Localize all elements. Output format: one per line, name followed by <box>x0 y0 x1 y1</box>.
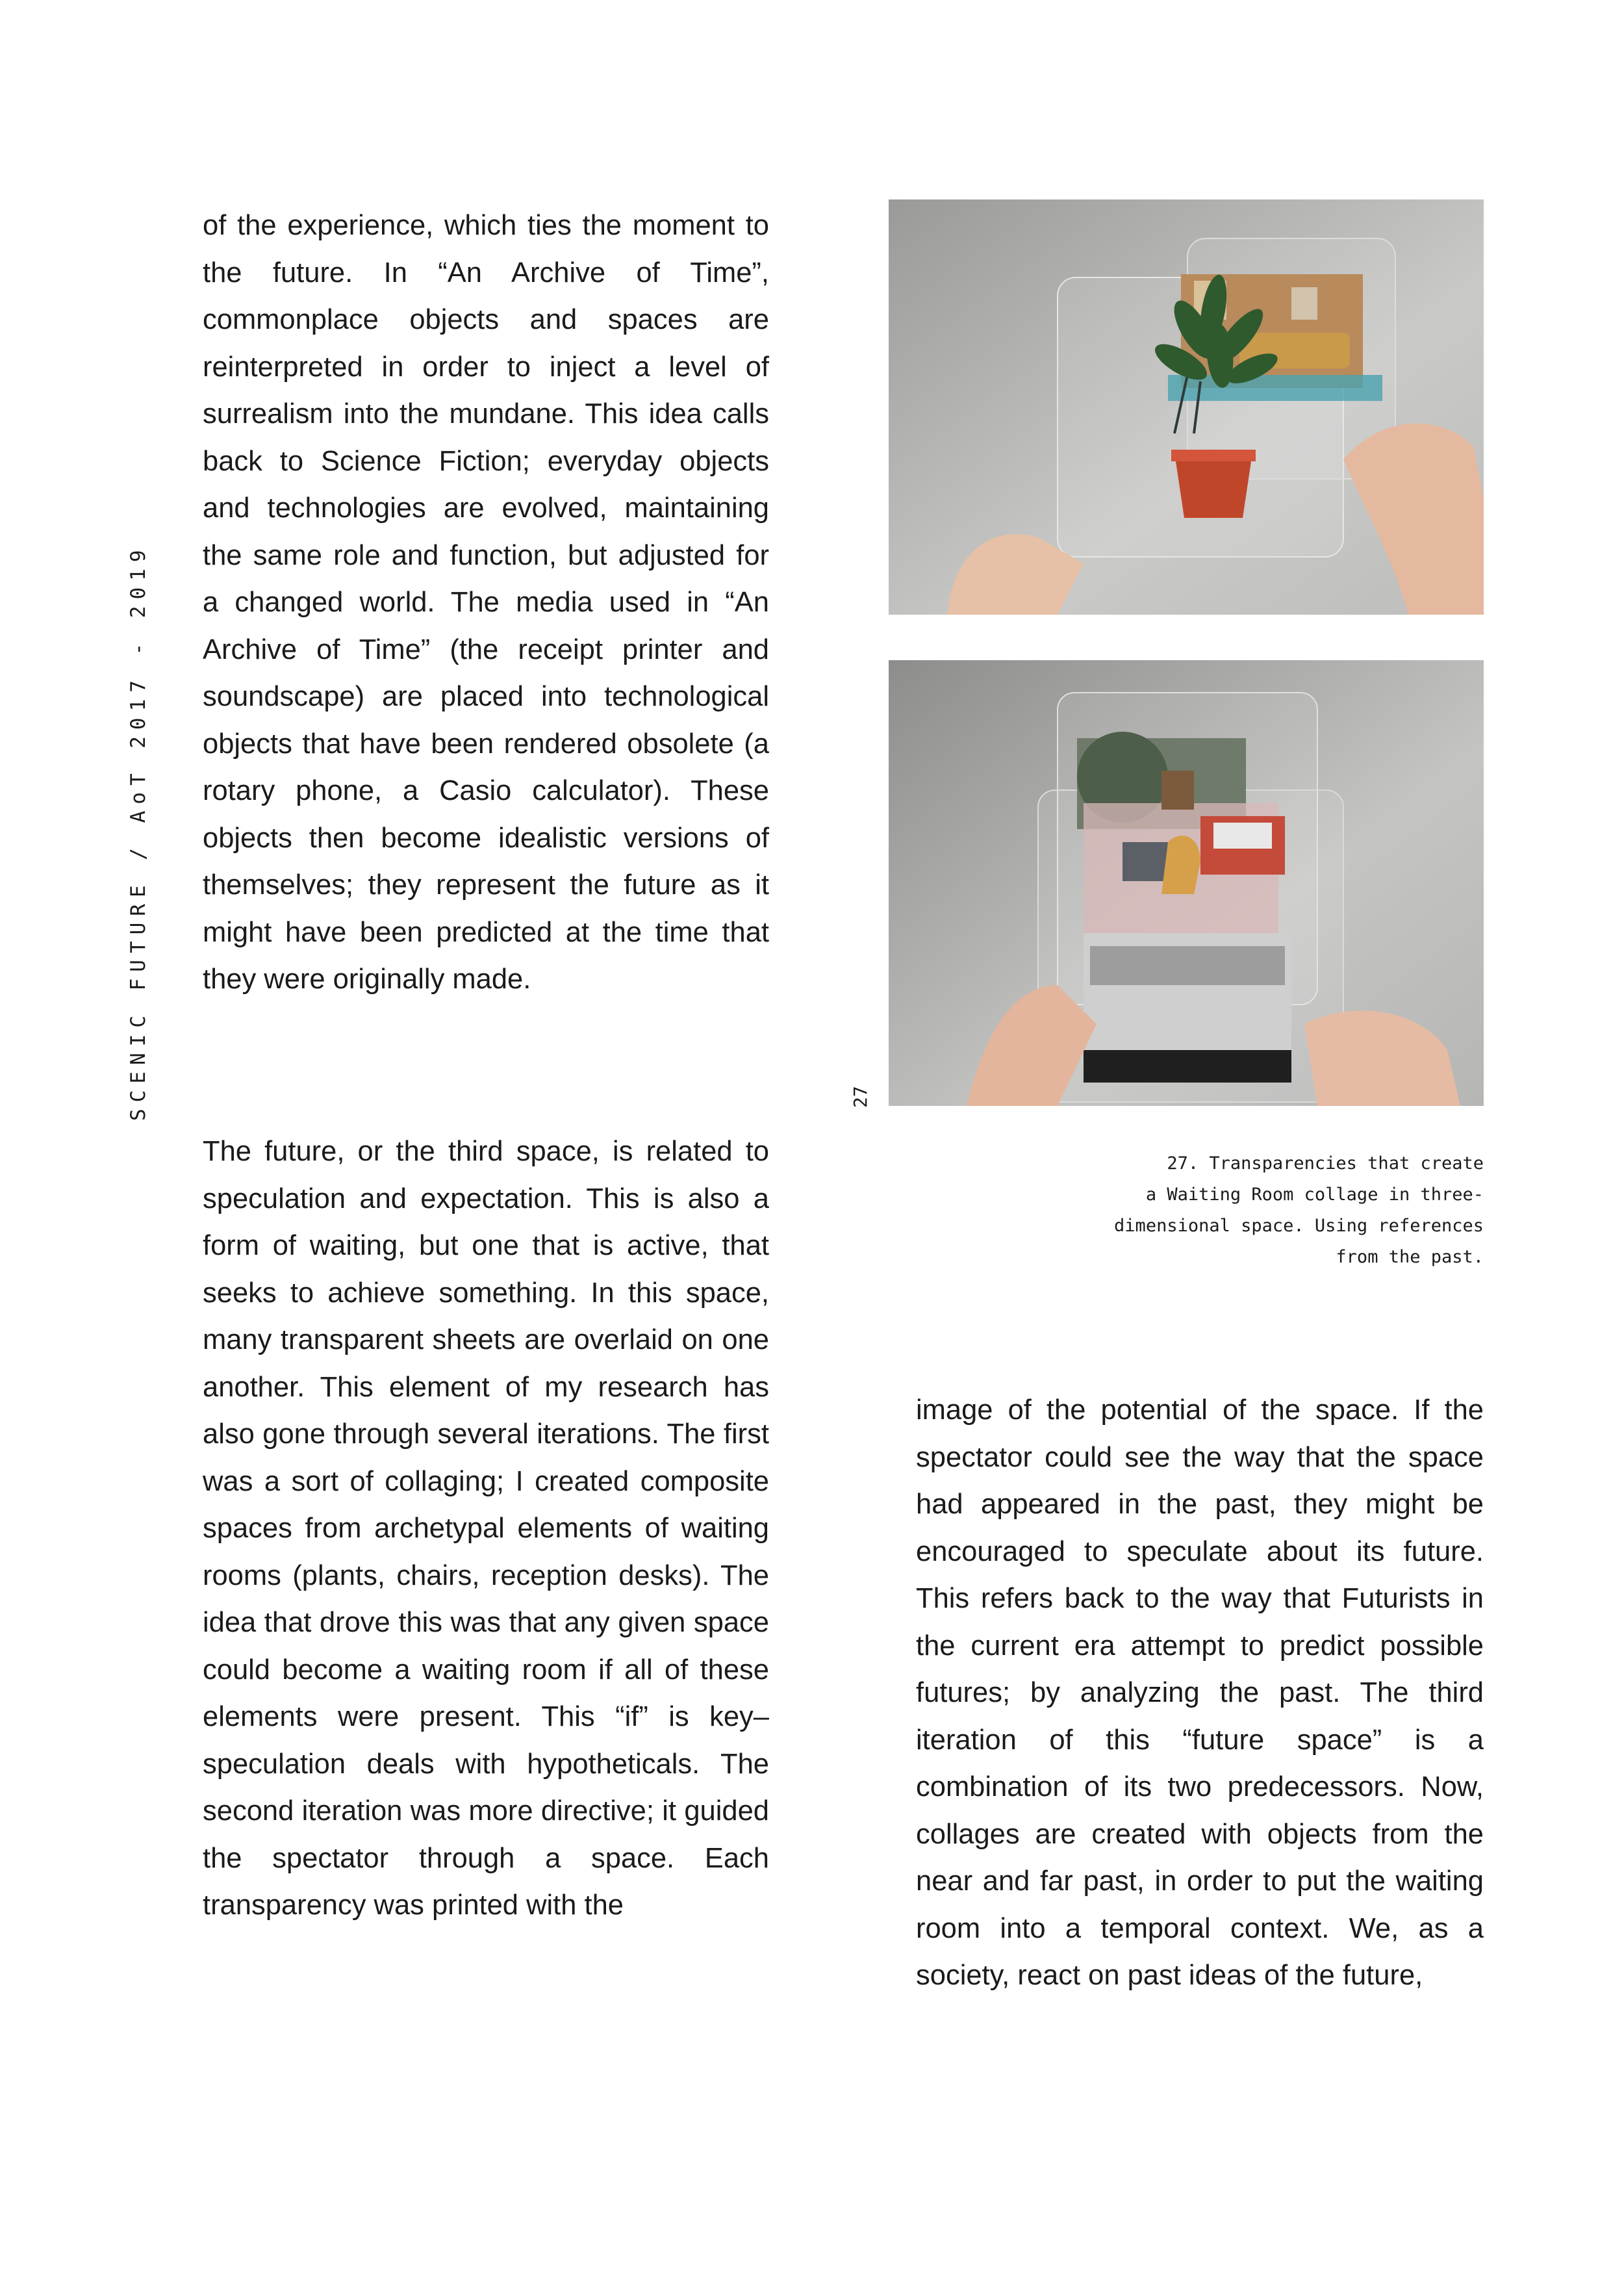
body-paragraph: image of the potential of the space. If the spectator could see the way that the space had appeared in the past, they might be encouraged to speculate about its future. This refers back to the way that Futurists in the current era attempt to predict possible futures; by analyzing the past. The third iteration of this “future space” is a combination of its two predecessors. Now, collages are created with objects from the near and far past, in order to put the waiting room into a temporal context. We, as a society, react on past ideas of the future, <box>916 1394 1484 1991</box>
right-column-text <box>916 1387 1484 1999</box>
photo-plant-transparency <box>889 199 1484 615</box>
photo-office-transparency <box>889 660 1484 1106</box>
figure-caption: 27. Transparencies that create a Waiting Room collage in three- dimensional space. Using references from the past. <box>1114 1153 1484 1267</box>
office-collage-image <box>889 660 1484 1106</box>
body-paragraph: of the experience, which ties the moment to the future. In “An Archive of Time”, commonplace objects and spaces are reinterpreted in order to inject a level of surrealism into the mundane. This idea calls back to Science Fiction; everyday objects and technologies are evolved, maintaining the same role and function, but adjusted for a changed world. The media used in “An Archive of Time” (the receipt printer and soundscape) are placed into technological objects that have been rendered obsolete (a rotary phone, a Casio calculator). These objects then become idealistic versions of themselves; they represent the future as it might have been predicted at the time that they were originally made. <box>203 210 769 995</box>
plant-collage-image <box>889 199 1484 615</box>
body-paragraph: The future, or the third space, is related to speculation and expectation. This is also a form of waiting, but one that is active, that seeks to achieve something. In this space, many transparent sheets are overlaid on one another. This element of my research has also gone through several iterations. The first was a sort of collaging; I created composite spaces from archetypal elements of waiting rooms (plants, chairs, reception desks). The idea that drove this was that any given space could become a waiting room if all of these elements were present. This “if” is key– speculation deals with hypotheticals. The second iteration was more directive; it guided the spectator through a space. Each transparency was printed with the <box>203 1136 769 1921</box>
left-column-top-text <box>203 202 769 1003</box>
left-column-bottom-text <box>203 1128 769 1929</box>
figure-number: 27 <box>850 1086 871 1108</box>
running-header-vertical: SCENIC FUTURE / AoT 2017 - 2019 <box>127 543 150 1121</box>
